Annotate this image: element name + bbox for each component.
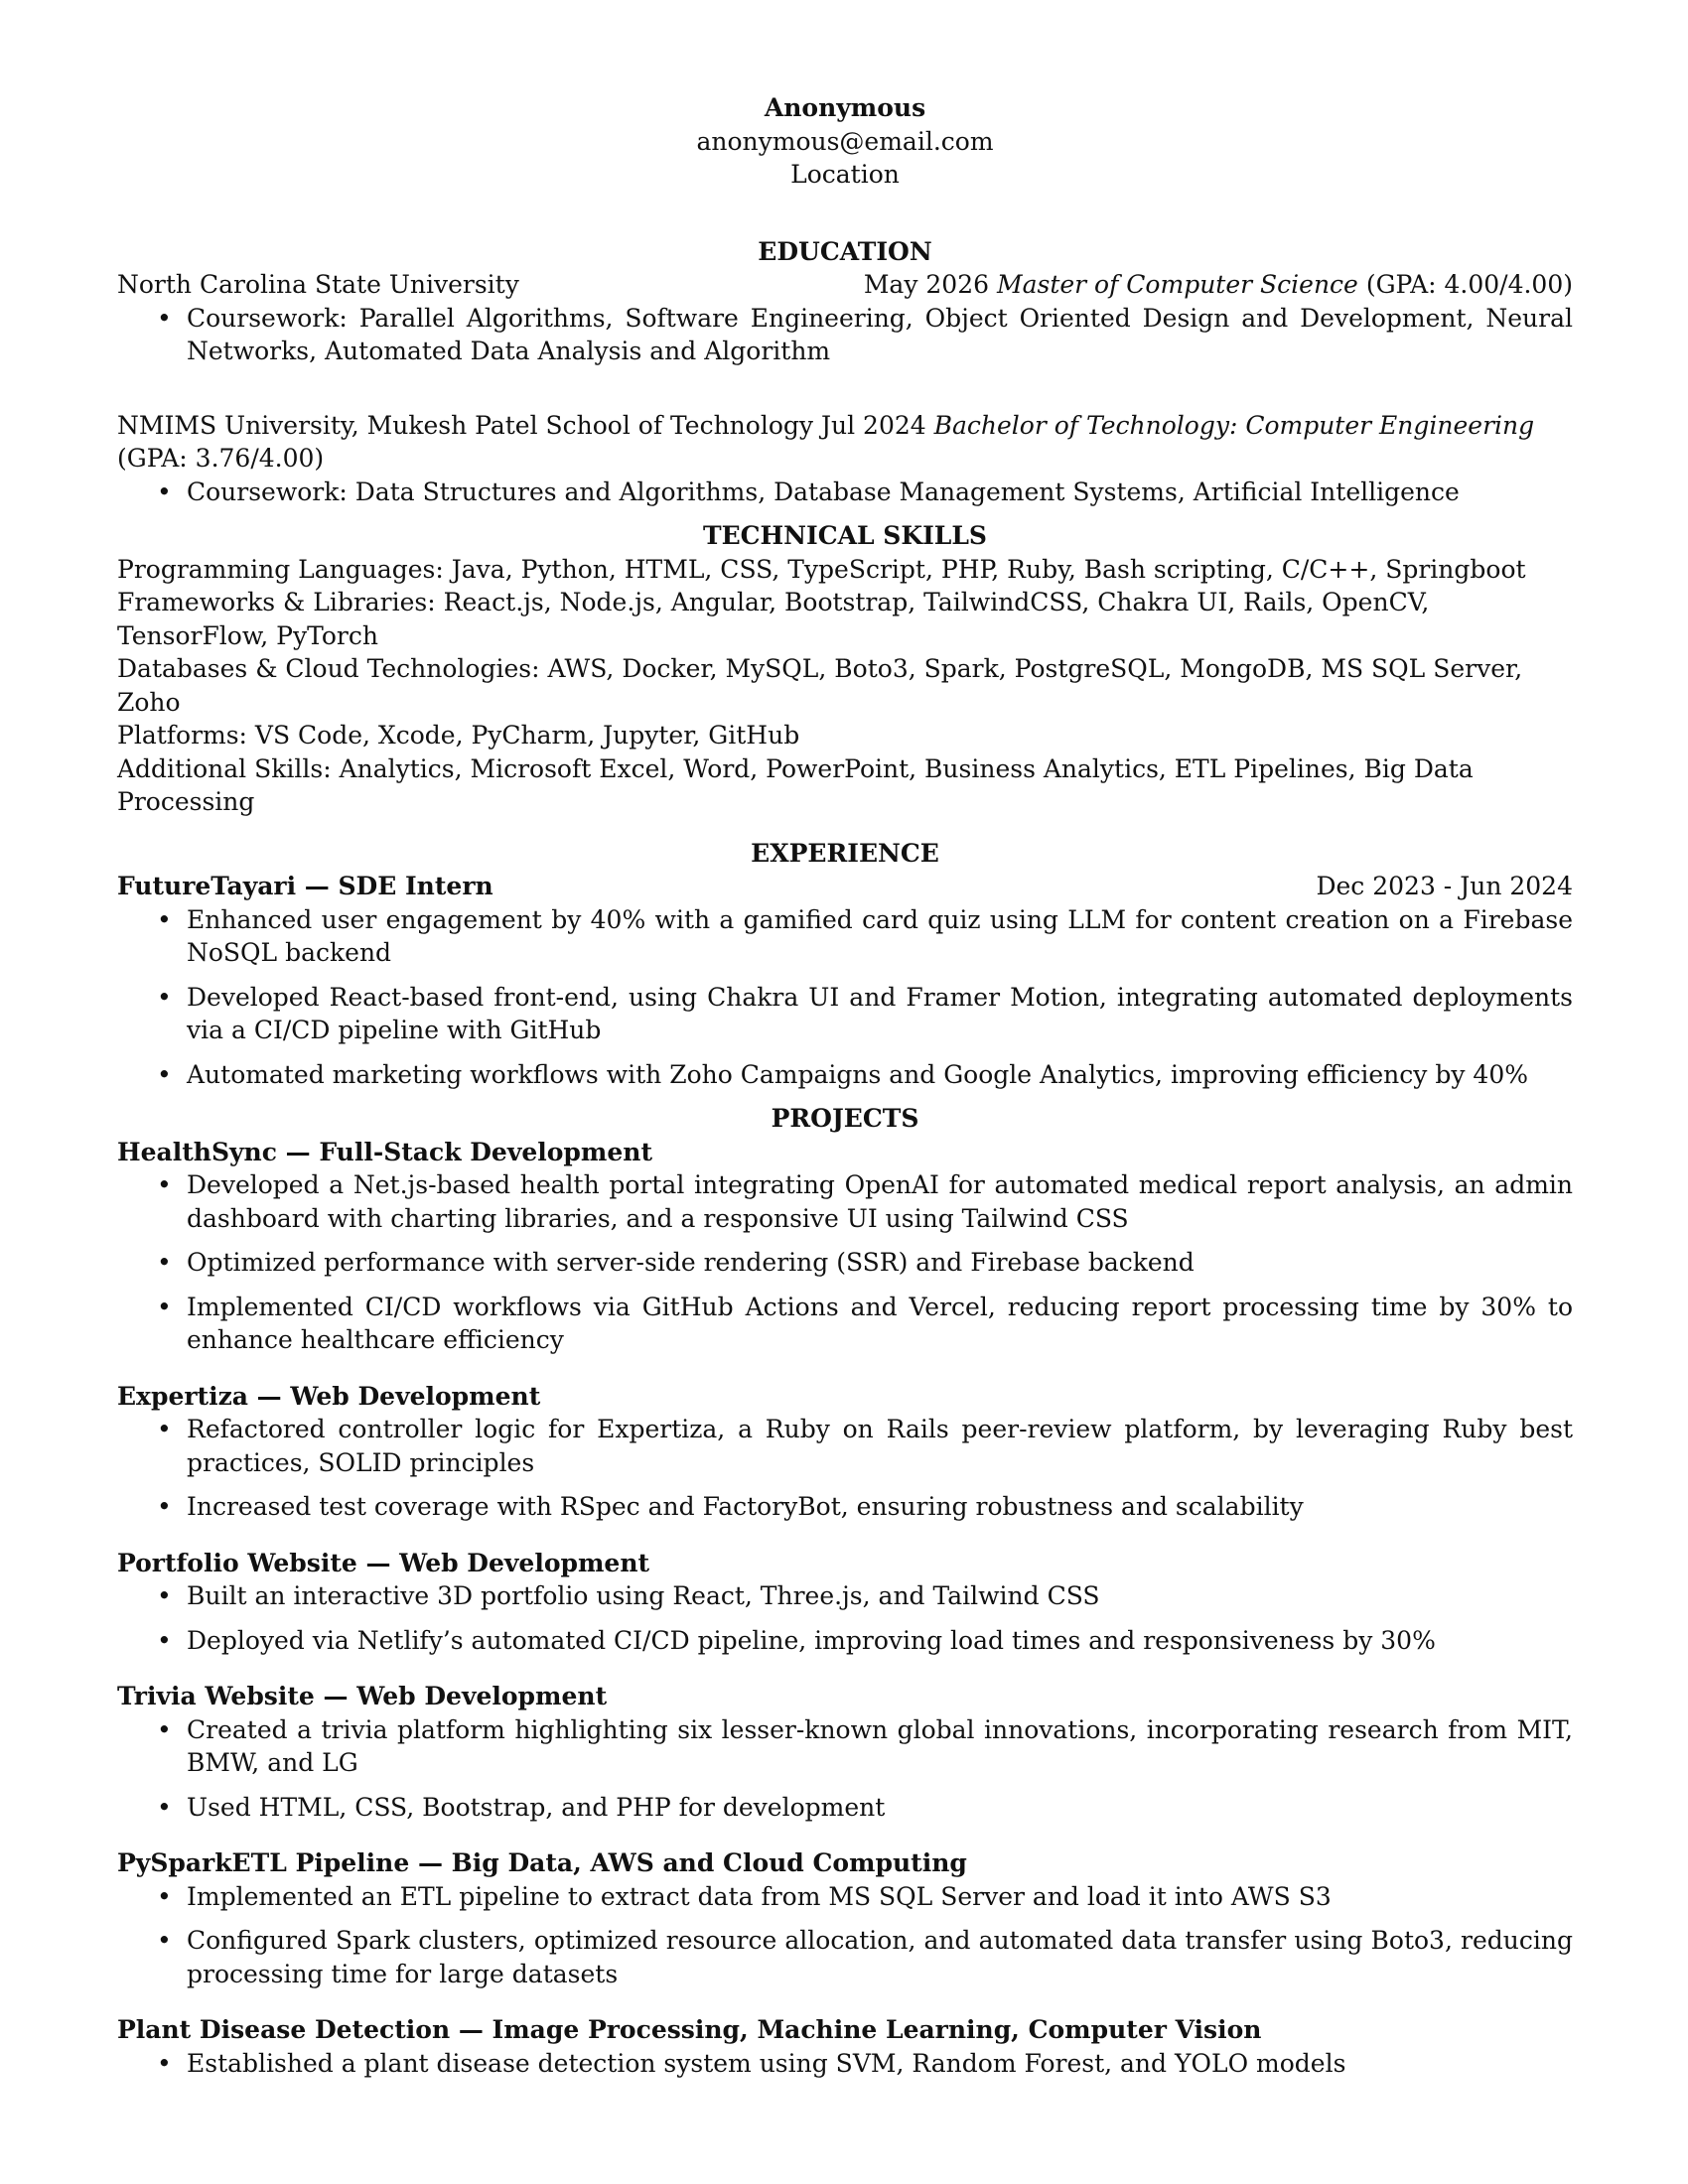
project-title: Expertiza — Web Development [117, 1381, 541, 1411]
experience-dates: Dec 2023 - Jun 2024 [1316, 872, 1573, 900]
project-entry [117, 1136, 1573, 1357]
experience-bullet: • Automated marketing workflows with Zoho Campaigns and Google Analytics, improving efficiency by 40% [117, 1058, 1573, 1092]
projects-heading: PROJECTS [771, 1104, 919, 1133]
project-bullet: • Established a plant disease detection system using SVM, Random Forest, and YOLO models [117, 2047, 1573, 2081]
resume-header [117, 91, 1573, 192]
project-bullet: • Created a trivia platform highlighting six lesser-known global innovations, incorporating research from MIT, BMW, and LG [117, 1713, 1573, 1780]
resume-page [117, 91, 1573, 2091]
education-heading: EDUCATION [758, 236, 932, 266]
skill-line: Databases & Cloud Technologies: AWS, Docker, MySQL, Boto3, Spark, PostgreSQL, MongoDB, MS SQL Server, Zoho [117, 654, 1523, 717]
school-date: May 2026 [863, 270, 990, 299]
gpa: (GPA: 4.00/4.00) [1365, 270, 1573, 299]
project-title: PySparkETL Pipeline — Big Data, AWS and Cloud Computing [117, 1848, 967, 1877]
project-bullet: • Optimized performance with server-side rendering (SSR) and Firebase backend [117, 1246, 1573, 1280]
education-entry [117, 268, 1573, 368]
project-title: Portfolio Website — Web Development [117, 1548, 650, 1577]
experience-bullet: • Developed React-based front-end, using Chakra UI and Framer Motion, integrating automated deployments via a CI/CD pipeline with GitHub [117, 981, 1573, 1047]
candidate-name: Anonymous [764, 93, 926, 122]
project-entry [117, 1380, 1573, 1524]
project-entry [117, 1547, 1573, 1658]
coursework-item: • Coursework: Parallel Algorithms, Software Engineering, Object Oriented Design and Development, Neural Networks, Automated Data Analysis and Algorithm [117, 302, 1573, 368]
school-name: NMIMS University, Mukesh Patel School of Technology [117, 410, 814, 440]
project-bullet: • Configured Spark clusters, optimized resource allocation, and automated data transfer using Boto3, reducing processing time for large datasets [117, 1924, 1573, 1990]
experience-role: FutureTayari — SDE Intern [117, 872, 493, 900]
degree-name: Master of Computer Science [996, 270, 1358, 299]
school-date: Jul 2024 [820, 410, 926, 440]
candidate-email: anonymous@email.com [696, 126, 994, 156]
project-bullet: • Implemented CI/CD workflows via GitHub Actions and Vercel, reducing report processing time by 30% to enhance healthcare efficiency [117, 1291, 1573, 1357]
skills-list [117, 553, 1573, 819]
project-bullet: • Used HTML, CSS, Bootstrap, and PHP for development [117, 1791, 1573, 1825]
skill-line: Frameworks & Libraries: React.js, Node.js, Angular, Bootstrap, TailwindCSS, Chakra UI, Rails, OpenCV, TensorFlow, PyTorch [117, 588, 1430, 650]
experience-bullet: • Enhanced user engagement by 40% with a gamified card quiz using LLM for content creation on a Firebase NoSQL backend [117, 903, 1573, 970]
project-title: Trivia Website — Web Development [117, 1682, 608, 1710]
project-entry [117, 2013, 1573, 2080]
school-name: North Carolina State University [117, 270, 519, 299]
experience-heading: EXPERIENCE [751, 838, 939, 868]
skill-line: Additional Skills: Analytics, Microsoft Excel, Word, PowerPoint, Business Analytics, ETL Pipelines, Big Data Processing [117, 753, 1474, 816]
gpa: (GPA: 3.76/4.00) [117, 444, 325, 473]
project-entry [117, 1846, 1573, 1990]
project-bullet: • Built an interactive 3D portfolio using React, Three.js, and Tailwind CSS [117, 1579, 1573, 1613]
project-entry [117, 1680, 1573, 1824]
project-bullet: • Refactored controller logic for Expertiza, a Ruby on Rails peer-review platform, by leveraging Ruby best practices, SOLID principles [117, 1413, 1573, 1479]
education-entry [117, 409, 1573, 509]
skill-line: Platforms: VS Code, Xcode, PyCharm, Jupyter, GitHub [117, 721, 800, 750]
project-title: Plant Disease Detection — Image Processing, Machine Learning, Computer Vision [117, 2015, 1262, 2044]
candidate-location: Location [790, 160, 900, 189]
degree-name: Bachelor of Technology: Computer Engineering [933, 410, 1535, 440]
skills-heading: TECHNICAL SKILLS [703, 521, 987, 550]
skill-line: Programming Languages: Java, Python, HTML, CSS, TypeScript, PHP, Ruby, Bash scripting, C/C++, Springboot [117, 554, 1526, 584]
coursework-item: • Coursework: Data Structures and Algorithms, Database Management Systems, Artificial Intelligence [117, 476, 1573, 509]
project-bullet: • Increased test coverage with RSpec and FactoryBot, ensuring robustness and scalability [117, 1490, 1573, 1524]
project-bullet: • Deployed via Netlify’s automated CI/CD pipeline, improving load times and responsiveness by 30% [117, 1624, 1573, 1658]
project-title: HealthSync — Full-Stack Development [117, 1137, 652, 1166]
project-bullet: • Developed a Net.js-based health portal integrating OpenAI for automated medical report analysis, an admin dashboard with charting libraries, and a responsive UI using Tailwind CSS [117, 1168, 1573, 1235]
project-bullet: • Implemented an ETL pipeline to extract data from MS SQL Server and load it into AWS S3 [117, 1880, 1573, 1914]
